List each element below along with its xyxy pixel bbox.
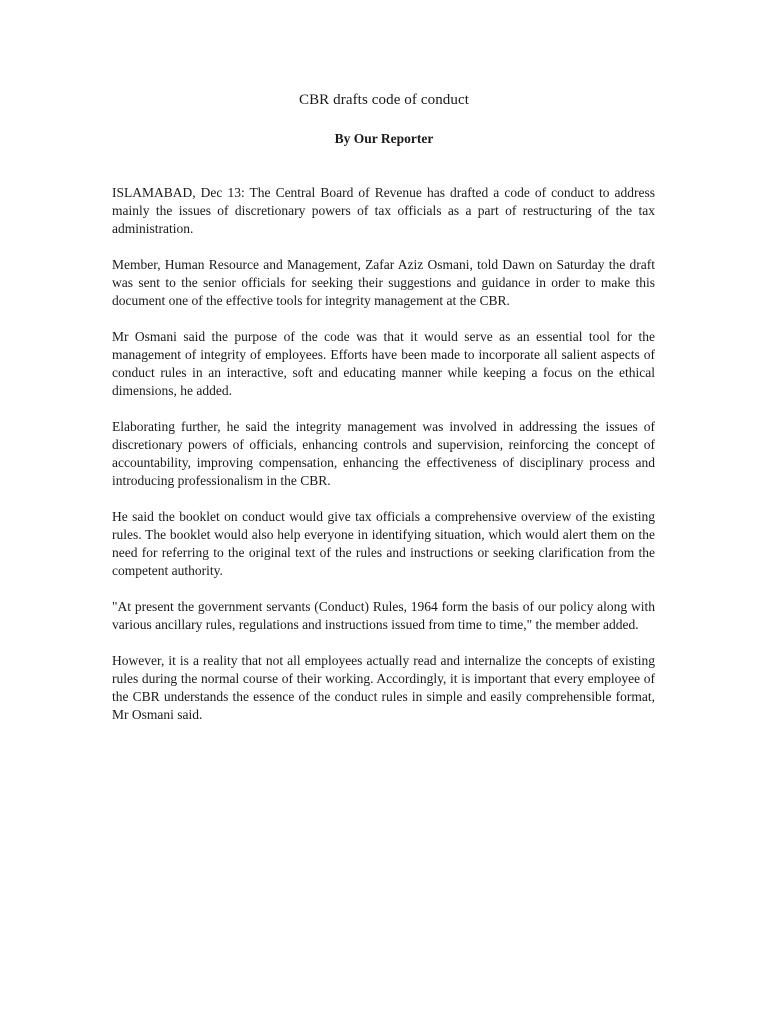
article-paragraph: Elaborating further, he said the integrity management was involved in addressing the issues of discretionary powers of officials, enhancing controls and supervision, reinforcing the concept of accountability, improving compensation, enhancing the effectiveness of disciplinary process and introducing professionalism in the CBR. [112,419,655,488]
article-title: CBR drafts code of conduct [298,92,470,108]
article-paragraph: He said the booklet on conduct would give tax officials a comprehensive overview of the existing rules. The booklet would also help everyone in identifying situation, which would alert them on the need for referring to the original text of the rules and instructions or seeking clarification from the competent authority. [112,509,655,578]
article-paragraph: Mr Osmani said the purpose of the code was that it would serve as an essential tool for the management of integrity of employees. Efforts have been made to incorporate all salient aspects of conduct rules in an interactive, soft and educating manner while keeping a focus on the ethical dimensions, he added. [112,329,655,398]
article-paragraph: "At present the government servants (Conduct) Rules, 1964 form the basis of our policy along with various ancillary rules, regulations and instructions issued from time to time," the member added. [112,599,655,632]
article-paragraph: Member, Human Resource and Management, Zafar Aziz Osmani, told Dawn on Saturday the draft was sent to the senior officials for seeking their suggestions and guidance in order to make this document one of the effective tools for integrity management at the CBR. [112,257,655,308]
article-body [112,184,655,742]
article-paragraph: However, it is a reality that not all employees actually read and internalize the concepts of existing rules during the normal course of their working. Accordingly, it is important that every employee of the CBR understands the essence of the conduct rules in simple and easily comprehensible format, Mr Osmani said. [112,653,655,722]
article-paragraph: ISLAMABAD, Dec 13: The Central Board of Revenue has drafted a code of conduct to address mainly the issues of discretionary powers of tax officials as a part of restructuring of the tax administration. [112,185,655,236]
article-byline: By Our Reporter [334,131,434,146]
